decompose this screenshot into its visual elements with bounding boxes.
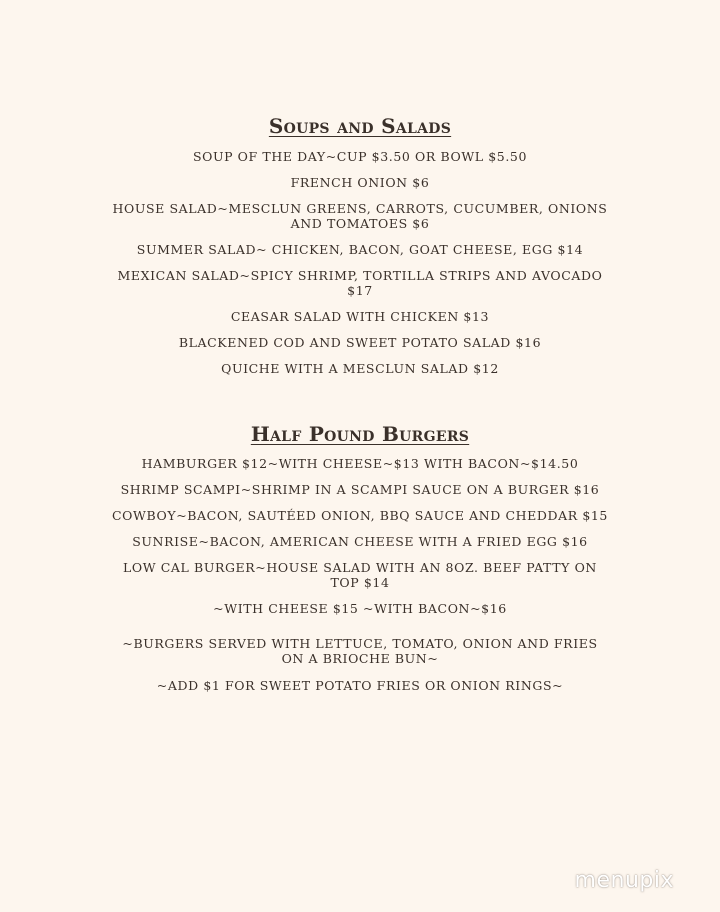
menu-item: SUMMER SALAD~ CHICKEN, BACON, GOAT CHEESE, EGG $14 — [136, 242, 584, 257]
menu-item: BLACKENED COD AND SWEET POTATO SALAD $16 — [178, 335, 542, 350]
menu-item: SHRIMP SCAMPI~SHRIMP IN A SCAMPI SAUCE ON A BURGER $16 — [120, 482, 600, 497]
menu-item: MEXICAN SALAD~SPICY SHRIMP, TORTILLA STRIPS AND AVOCADO $17 — [117, 268, 603, 298]
menu-note: ~ADD $1 FOR SWEET POTATO FRIES OR ONION RINGS~ — [156, 678, 564, 693]
half-pound-burgers-heading: Half Pound Burgers — [250, 422, 470, 446]
menu-note: ~BURGERS SERVED WITH LETTUCE, TOMATO, ONION AND FRIES ON A BRIOCHE BUN~ — [122, 636, 598, 666]
menu-item: ~WITH CHEESE $15 ~WITH BACON~$16 — [213, 601, 507, 616]
menu-item: HOUSE SALAD~MESCLUN GREENS, CARROTS, CUCUMBER, ONIONS AND TOMATOES $6 — [112, 201, 608, 231]
menu-item: SUNRISE~BACON, AMERICAN CHEESE WITH A FRIED EGG $16 — [132, 534, 588, 549]
menu-item: CEASAR SALAD WITH CHICKEN $13 — [230, 309, 490, 324]
menu-item: LOW CAL BURGER~HOUSE SALAD WITH AN 8OZ. BEEF PATTY ON TOP $14 — [123, 560, 597, 590]
burger-notes-section — [0, 636, 720, 705]
menu-item: HAMBURGER $12~WITH CHEESE~$13 WITH BACON~$14.50 — [141, 456, 579, 471]
soups-and-salads-heading: Soups and Salads — [268, 114, 452, 138]
soups-and-salads-section — [0, 114, 720, 387]
menu-item: FRENCH ONION $6 — [290, 175, 430, 190]
half-pound-burgers-section — [0, 422, 720, 627]
menu-item: SOUP OF THE DAY~CUP $3.50 OR BOWL $5.50 — [192, 149, 528, 164]
menu-item: COWBOY~BACON, SAUTÉED ONION, BBQ SAUCE AND CHEDDAR $15 — [112, 508, 608, 523]
menu-item: QUICHE WITH A MESCLUN SALAD $12 — [221, 361, 499, 376]
menupix-watermark: menupix — [574, 868, 674, 893]
